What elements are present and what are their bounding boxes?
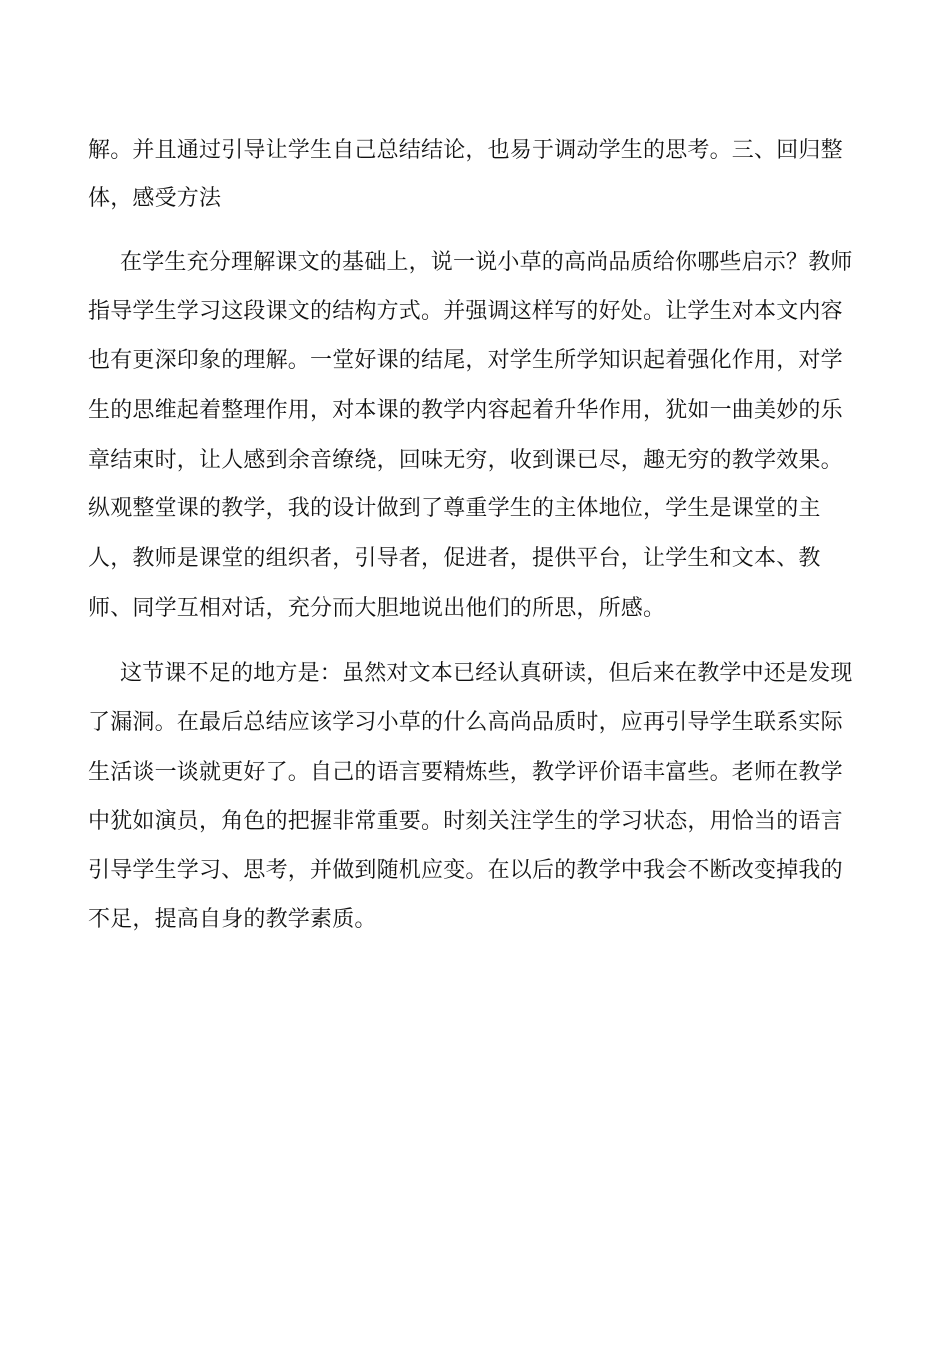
text-line: 不足，提高自身的教学素质。 <box>88 907 377 932</box>
text-line: 了漏洞。在最后总结应该学习小草的什么高尚品质时，应再引导学生联系实际 <box>88 710 843 735</box>
text-line: 指导学生学习这段课文的结构方式。并强调这样写的好处。让学生对本文内容 <box>88 299 843 324</box>
text-line: 生的思维起着整理作用，对本课的教学内容起着升华作用，犹如一曲美妙的乐 <box>88 398 843 423</box>
text-line: 师、同学互相对话，充分而大胆地说出他们的所思，所感。 <box>88 596 666 621</box>
text-line: 纵观整堂课的教学，我的设计做到了尊重学生的主体地位，学生是课堂的主 <box>88 496 821 521</box>
text-line: 在学生充分理解课文的基础上，说一说小草的高尚品质给你哪些启示？教师 <box>120 250 853 275</box>
text-line: 引导学生学习、思考，并做到随机应变。在以后的教学中我会不断改变掉我的 <box>88 858 843 883</box>
text-line: 这节课不足的地方是：虽然对文本已经认真研读，但后来在教学中还是发现 <box>120 661 853 686</box>
text-line: 生活谈一谈就更好了。自己的语言要精炼些，教学评价语丰富些。老师在教学 <box>88 760 843 785</box>
text-line: 体，感受方法 <box>88 186 222 211</box>
text-line: 中犹如演员，角色的把握非常重要。时刻关注学生的学习状态，用恰当的语言 <box>88 809 843 834</box>
text-line: 解。并且通过引导让学生自己总结结论，也易于调动学生的思考。三、回归整 <box>88 138 843 163</box>
text-line: 也有更深印象的理解。一堂好课的结尾，对学生所学知识起着强化作用，对学 <box>88 348 843 373</box>
text-line: 人，教师是课堂的组织者，引导者，促进者，提供平台，让学生和文本、教 <box>88 546 821 571</box>
text-line: 章结束时，让人感到余音缭绕，回味无穷，收到课已尽，趣无穷的教学效果。 <box>88 448 843 473</box>
